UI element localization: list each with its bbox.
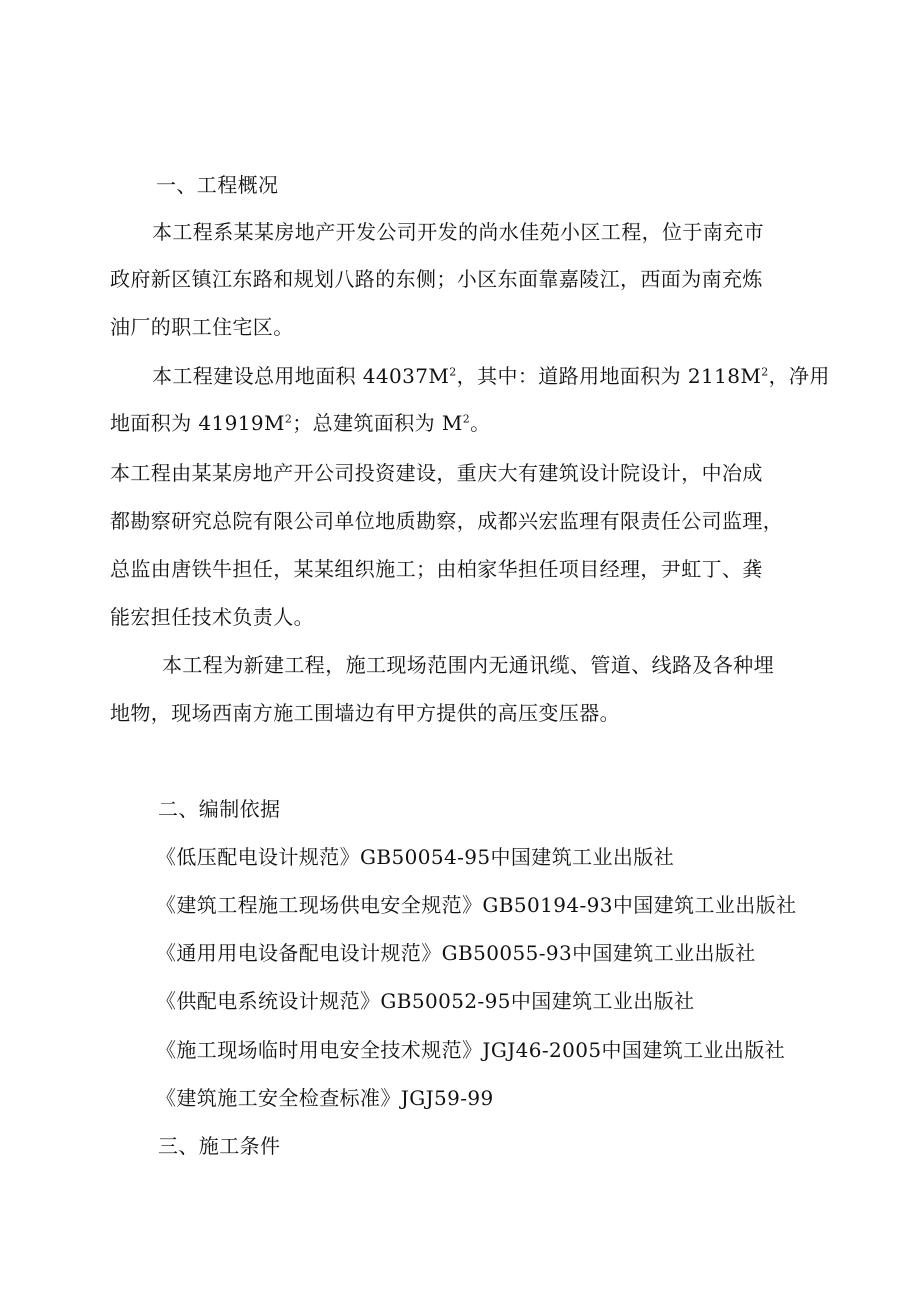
parties-paragraph-line: 能宏担任技术负责人。: [110, 605, 314, 629]
section-heading-conditions: 三、施工条件: [158, 1134, 281, 1158]
overview-paragraph-line: 本工程系某某房地产开发公司开发的尚水佳苑小区工程，位于南充市: [152, 220, 764, 244]
site-paragraph-line: 地物，现场西南方施工围墙边有甲方提供的高压变压器。: [110, 701, 620, 725]
area-text: ；总建筑面积为 M: [292, 411, 463, 435]
area-paragraph-line: [110, 411, 491, 435]
parties-paragraph-line: 都勘察研究总院有限公司单位地质勘察，成都兴宏监理有限责任公司监理，: [110, 509, 784, 533]
overview-paragraph-line: 油厂的职工住宅区。: [110, 315, 294, 339]
section-heading-basis: 二、编制依据: [158, 797, 281, 821]
reference-item: 《通用用电设备配电设计规范》GB50055-93中国建筑工业出版社: [156, 941, 756, 965]
reference-item: 《建筑施工安全检查标准》JGJ59-99: [156, 1086, 494, 1110]
superscript: 2: [284, 412, 293, 426]
overview-paragraph-line: 政府新区镇江东路和规划八路的东侧；小区东面靠嘉陵江，西面为南充炼: [110, 267, 763, 291]
reference-item: 《建筑工程施工现场供电安全规范》GB50194-93中国建筑工业出版社: [156, 893, 797, 917]
area-text: ，净用: [768, 364, 830, 388]
parties-paragraph-line: 总监由唐铁牛担任，某某组织施工；由柏家华担任项目经理，尹虹丁、龚: [110, 557, 763, 581]
area-text: 。: [470, 411, 491, 435]
site-paragraph-line: 本工程为新建工程，施工现场范围内无通讯缆、管道、线路及各种埋: [162, 653, 774, 677]
superscript: 2: [462, 412, 471, 426]
section-heading-overview: 一、工程概况: [156, 173, 279, 197]
area-text: ，其中：道路用地面积为 2118M: [456, 364, 762, 388]
reference-item: 《低压配电设计规范》GB50054-95中国建筑工业出版社: [156, 845, 675, 869]
superscript: 2: [449, 365, 457, 379]
area-paragraph-line: [152, 364, 830, 388]
area-text: 地面积为 41919M: [110, 411, 285, 435]
superscript: 2: [761, 365, 769, 379]
reference-item: 《供配电系统设计规范》GB50052-95中国建筑工业出版社: [156, 989, 695, 1013]
parties-paragraph-line: 本工程由某某房地产开公司投资建设，重庆大有建筑设计院设计，中冶成: [110, 461, 763, 485]
area-text: 本工程建设总用地面积 44037M: [152, 364, 450, 388]
reference-item: 《施工现场临时用电安全技术规范》JGJ46-2005中国建筑工业出版社: [156, 1038, 786, 1062]
